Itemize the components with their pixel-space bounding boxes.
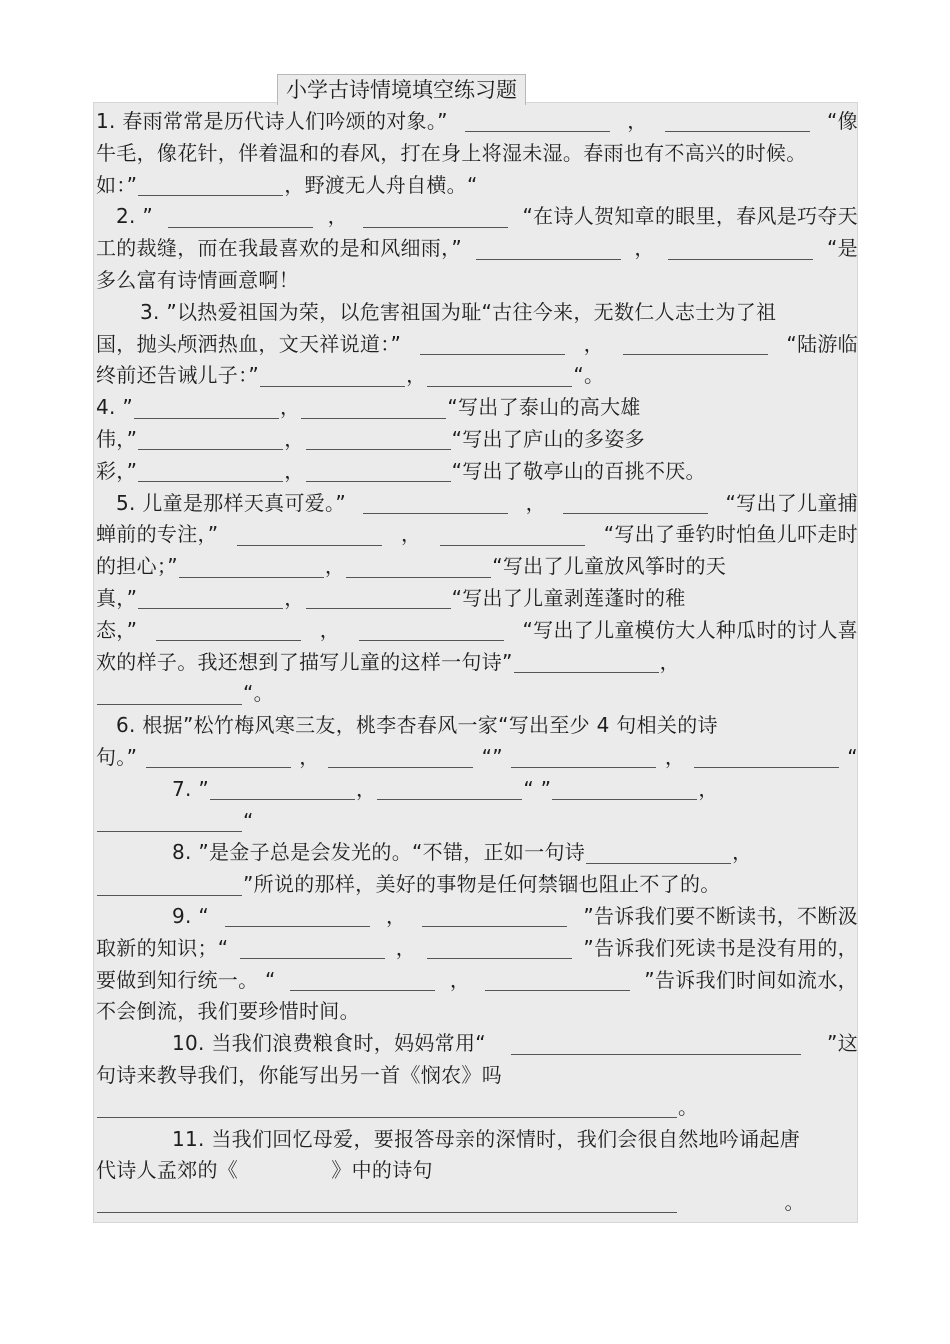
answer-blank[interactable] bbox=[97, 811, 242, 832]
answer-blank[interactable] bbox=[290, 970, 435, 991]
line-text: “陆游临 bbox=[786, 331, 858, 356]
line-text: “写出了儿童捕 bbox=[725, 490, 858, 515]
line-text: ”所说的那样，美好的事物是任何禁锢也阻止不了的。 bbox=[243, 872, 721, 897]
line-text: ， bbox=[627, 109, 648, 133]
line-text: “ ” bbox=[523, 776, 552, 801]
line-text: 要做到知行统一。 “ bbox=[96, 967, 276, 992]
line-text: “ bbox=[847, 744, 858, 769]
line-text: ”这 bbox=[827, 1031, 858, 1056]
line-text: ， bbox=[583, 331, 604, 356]
text-line bbox=[96, 106, 858, 138]
answer-blank[interactable] bbox=[694, 747, 839, 768]
line-text: “写出了儿童模仿大人种瓜时的讨人喜 bbox=[522, 617, 858, 642]
line-text: ， bbox=[280, 395, 301, 420]
line-text: ， bbox=[386, 903, 407, 928]
line-text: ， bbox=[698, 776, 719, 801]
line-text: ， bbox=[406, 363, 427, 388]
line-text: 5. 儿童是那样天真可爱。” bbox=[116, 490, 347, 515]
line-text: 7. ” bbox=[172, 776, 210, 801]
answer-blank[interactable] bbox=[260, 366, 405, 387]
answer-blank[interactable] bbox=[138, 588, 283, 609]
answer-blank[interactable] bbox=[97, 1097, 677, 1118]
answer-blank[interactable] bbox=[514, 652, 659, 673]
line-text: ”告诉我们要不断读书，不断汲 bbox=[583, 903, 858, 928]
line-text: 如：” bbox=[96, 172, 138, 197]
text-line bbox=[96, 297, 858, 329]
answer-blank[interactable] bbox=[359, 620, 504, 641]
answer-blank[interactable] bbox=[346, 557, 491, 578]
answer-blank[interactable] bbox=[485, 970, 630, 991]
answer-blank[interactable] bbox=[363, 493, 508, 514]
line-text: 代诗人孟郊的《 》中的诗句 bbox=[96, 1158, 433, 1183]
line-text: ， bbox=[319, 617, 341, 642]
answer-blank[interactable] bbox=[306, 429, 451, 450]
text-line bbox=[96, 329, 858, 361]
line-text: 3. ”以热爱祖国为荣，以危害祖国为耻“古往今来，无数仁人志士为了祖 bbox=[140, 299, 777, 324]
line-text: “写出了垂钓时怕鱼儿吓走时 bbox=[603, 522, 858, 547]
text-line bbox=[96, 647, 858, 679]
text-line bbox=[96, 233, 858, 265]
line-text: 伟，” bbox=[96, 426, 138, 451]
text-line bbox=[96, 901, 858, 933]
text-line bbox=[96, 1060, 858, 1092]
line-text: “。 bbox=[243, 681, 274, 706]
answer-blank[interactable] bbox=[465, 111, 610, 132]
line-text: ， bbox=[525, 490, 546, 515]
text-line bbox=[96, 392, 858, 424]
line-text: “ bbox=[243, 808, 254, 833]
line-text: 彩，” bbox=[96, 458, 138, 483]
line-text: ， bbox=[449, 967, 471, 992]
text-line bbox=[96, 1028, 858, 1060]
text-line bbox=[96, 138, 858, 170]
line-text: ， bbox=[299, 744, 320, 769]
answer-blank[interactable] bbox=[668, 239, 813, 260]
line-text: 工的裁缝，而在我最喜欢的是和风细雨，” bbox=[96, 236, 463, 261]
worksheet-title: 小学古诗情境填空练习题 bbox=[277, 74, 526, 105]
answer-blank[interactable] bbox=[97, 875, 242, 896]
line-text: ， bbox=[324, 554, 346, 579]
text-line bbox=[96, 615, 858, 647]
answer-blank[interactable] bbox=[156, 620, 301, 641]
line-text: 。 bbox=[678, 1094, 699, 1119]
answer-blank[interactable] bbox=[225, 906, 370, 927]
answer-blank[interactable] bbox=[306, 588, 451, 609]
answer-blank[interactable] bbox=[146, 747, 291, 768]
text-line bbox=[96, 519, 858, 551]
text-line bbox=[96, 1124, 858, 1156]
line-text: ， bbox=[732, 840, 753, 865]
line-text: ， bbox=[395, 935, 417, 960]
line-text: “是 bbox=[827, 236, 858, 261]
text-line bbox=[96, 806, 858, 838]
text-line bbox=[96, 710, 858, 742]
answer-blank[interactable] bbox=[377, 779, 522, 800]
answer-blank[interactable] bbox=[422, 906, 567, 927]
line-text: 欢的样子。我还想到了描写儿童的这样一句诗” bbox=[96, 649, 513, 674]
answer-blank[interactable] bbox=[476, 239, 621, 260]
line-text: “写出了儿童剥莲蓬时的稚 bbox=[451, 585, 686, 610]
line-text: ， bbox=[664, 744, 686, 769]
answer-blank[interactable] bbox=[623, 334, 768, 355]
line-text: ”告诉我们死读书是没有用的， bbox=[583, 935, 858, 960]
text-line bbox=[96, 488, 858, 520]
line-text: ， bbox=[400, 522, 422, 547]
answer-blank[interactable] bbox=[240, 938, 385, 959]
text-line bbox=[96, 933, 858, 965]
line-text: ， bbox=[284, 426, 305, 451]
text-line bbox=[96, 678, 858, 710]
answer-blank[interactable] bbox=[134, 398, 279, 419]
line-text: 6. 根据”松竹梅风寒三友，桃李杏春风一家“写出至少 4 句相关的诗 bbox=[116, 713, 718, 738]
line-text: ， bbox=[284, 458, 305, 483]
line-text: “。 bbox=[573, 363, 605, 388]
line-text: “写出了庐山的多姿多 bbox=[451, 426, 645, 451]
line-text: ， bbox=[327, 204, 348, 229]
line-text: 终前还告诫儿子：” bbox=[96, 363, 260, 388]
answer-blank[interactable] bbox=[237, 525, 382, 546]
answer-blank[interactable] bbox=[138, 175, 283, 196]
line-text: 4. ” bbox=[96, 395, 134, 420]
line-text: 多么富有诗情画意啊！ bbox=[96, 267, 299, 292]
text-line bbox=[96, 424, 858, 456]
line-text: 1. 春雨常常是历代诗人们吟颂的对象。” bbox=[96, 109, 448, 133]
answer-blank[interactable] bbox=[427, 366, 572, 387]
answer-blank[interactable] bbox=[138, 461, 283, 482]
line-text: ， bbox=[634, 236, 655, 261]
line-text: ， bbox=[356, 776, 377, 801]
text-line bbox=[96, 456, 858, 488]
text-line bbox=[96, 201, 858, 233]
line-text: 10. 当我们浪费粮食时，妈妈常用“ bbox=[172, 1031, 486, 1056]
text-line bbox=[96, 996, 858, 1028]
answer-blank[interactable] bbox=[306, 461, 451, 482]
text-line bbox=[96, 360, 858, 392]
answer-blank[interactable] bbox=[179, 557, 324, 578]
answer-blank[interactable] bbox=[301, 398, 446, 419]
line-text: 句。” bbox=[96, 744, 138, 769]
line-text: 。 bbox=[678, 1190, 805, 1215]
answer-blank[interactable] bbox=[552, 779, 697, 800]
text-line bbox=[96, 1187, 858, 1219]
line-text: 真，” bbox=[96, 585, 138, 610]
line-text: 8. ”是金子总是会发光的。“不错，正如一句诗 bbox=[172, 840, 586, 865]
line-text: 9. “ bbox=[172, 903, 210, 928]
text-line bbox=[96, 551, 858, 583]
answer-blank[interactable] bbox=[210, 779, 355, 800]
text-line bbox=[96, 965, 858, 997]
text-line bbox=[96, 837, 858, 869]
text-line bbox=[96, 869, 858, 901]
text-line bbox=[96, 170, 858, 202]
line-text: ， bbox=[659, 649, 680, 674]
line-text: “在诗人贺知章的眼里，春风是巧夺天 bbox=[522, 204, 858, 229]
answer-blank[interactable] bbox=[420, 334, 565, 355]
line-text: 取新的知识；“ bbox=[96, 935, 229, 960]
line-text: 态，” bbox=[96, 617, 138, 642]
line-text: “写出了敬亭山的百挑不厌。 bbox=[451, 458, 706, 483]
line-text: ， bbox=[284, 585, 305, 610]
answer-blank[interactable] bbox=[427, 938, 572, 959]
line-text: 蝉前的专注，” bbox=[96, 522, 219, 547]
answer-blank[interactable] bbox=[328, 747, 473, 768]
line-text: “像 bbox=[827, 109, 858, 133]
answer-blank[interactable] bbox=[511, 1034, 801, 1055]
answer-blank[interactable] bbox=[586, 843, 731, 864]
line-text: 不会倒流，我们要珍惜时间。 bbox=[96, 999, 360, 1024]
line-text: 2. ” bbox=[116, 204, 154, 229]
line-text: 11. 当我们回忆母爱，要报答母亲的深情时，我们会很自然地吟诵起唐 bbox=[172, 1126, 801, 1151]
line-text: 的担心；” bbox=[96, 554, 178, 579]
text-line bbox=[96, 774, 858, 806]
answer-blank[interactable] bbox=[168, 207, 313, 228]
line-text: 牛毛，像花针，伴着温和的春风，打在身上将湿未湿。春雨也有不高兴的时候。 bbox=[96, 140, 807, 165]
answer-blank[interactable] bbox=[440, 525, 585, 546]
text-line bbox=[96, 1092, 858, 1124]
answer-blank[interactable] bbox=[97, 684, 242, 705]
text-line bbox=[96, 742, 858, 774]
line-text: ，野渡无人舟自横。“ bbox=[284, 172, 478, 197]
text-line bbox=[96, 1155, 858, 1187]
answer-blank[interactable] bbox=[665, 111, 810, 132]
line-text: 句诗来教导我们，你能写出另一首《悯农》吗 bbox=[96, 1062, 502, 1087]
answer-blank[interactable] bbox=[97, 1192, 677, 1213]
worksheet-body bbox=[96, 106, 858, 1219]
text-line bbox=[96, 265, 858, 297]
answer-blank[interactable] bbox=[563, 493, 708, 514]
line-text: ”告诉我们时间如流水， bbox=[644, 967, 858, 992]
answer-blank[interactable] bbox=[363, 207, 508, 228]
text-line bbox=[96, 583, 858, 615]
line-text: “写出了儿童放风筝时的天 bbox=[492, 554, 727, 579]
line-text: 国，抛头颅洒热血，文天祥说道：” bbox=[96, 331, 402, 356]
answer-blank[interactable] bbox=[138, 429, 283, 450]
answer-blank[interactable] bbox=[511, 747, 656, 768]
line-text: “” bbox=[481, 744, 503, 769]
line-text: “写出了泰山的高大雄 bbox=[447, 395, 641, 420]
